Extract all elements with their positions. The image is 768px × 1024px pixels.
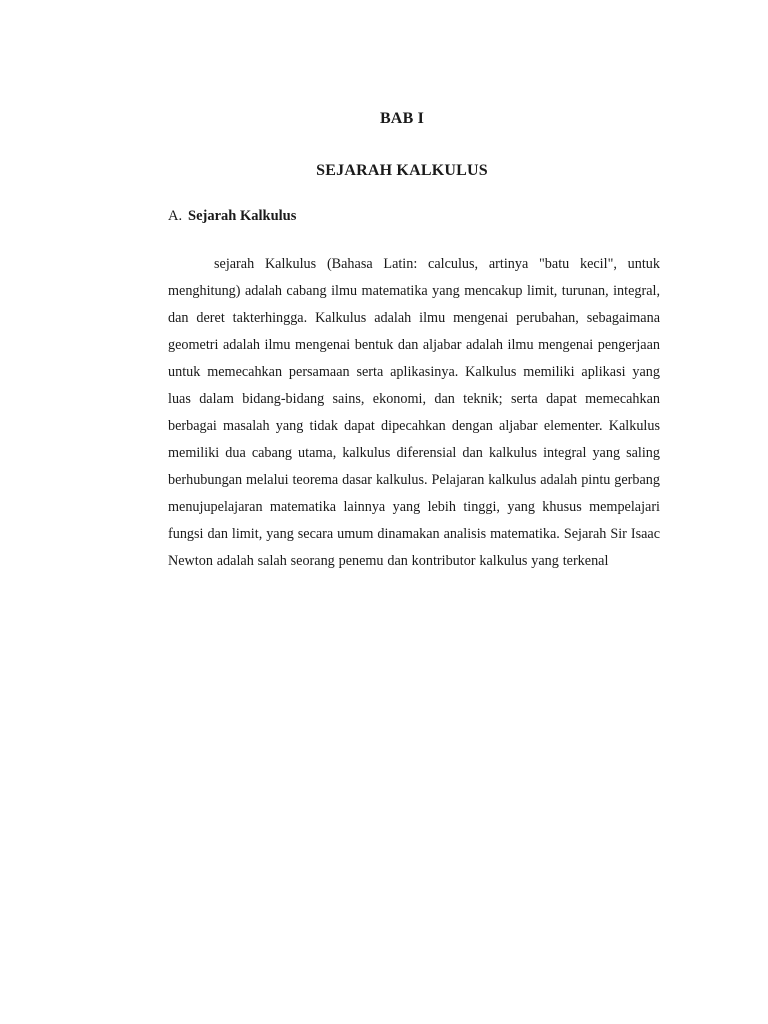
section-title: Sejarah Kalkulus	[188, 208, 297, 224]
body-paragraph: sejarah Kalkulus (Bahasa Latin: calculus, artinya "batu kecil", untuk menghitung) adalah cabang ilmu matematika yang mencakup limit, turunan, integral, dan deret takterhingga. Kalkulus adalah ilmu mengenai perubahan, sebagaimana geometri adalah ilmu mengenai bentuk dan aljabar adalah ilmu mengenai pengerjaan untuk memecahkan persamaan serta aplikasinya. Kalkulus memiliki aplikasi yang luas dalam bidang-bidang sains, ekonomi, dan teknik; serta dapat memecahkan berbagai masalah yang tidak dapat dipecahkan dengan aljabar elementer. Kalkulus memiliki dua cabang utama, kalkulus diferensial dan kalkulus integral yang saling berhubungan melalui teorema dasar kalkulus. Pelajaran kalkulus adalah pintu gerbang menujupelajaran matematika lainnya yang lebih tinggi, yang khusus mempelajari fungsi dan limit, yang secara umum dinamakan analisis matematika. Sejarah Sir Isaac Newton adalah salah seorang penemu dan kontributor kalkulus yang terkenal	[168, 256, 660, 569]
section-marker: A.	[168, 208, 183, 224]
chapter-label: BAB I	[379, 110, 425, 127]
chapter-title: SEJARAH KALKULUS	[316, 162, 488, 179]
section-heading	[168, 208, 296, 225]
